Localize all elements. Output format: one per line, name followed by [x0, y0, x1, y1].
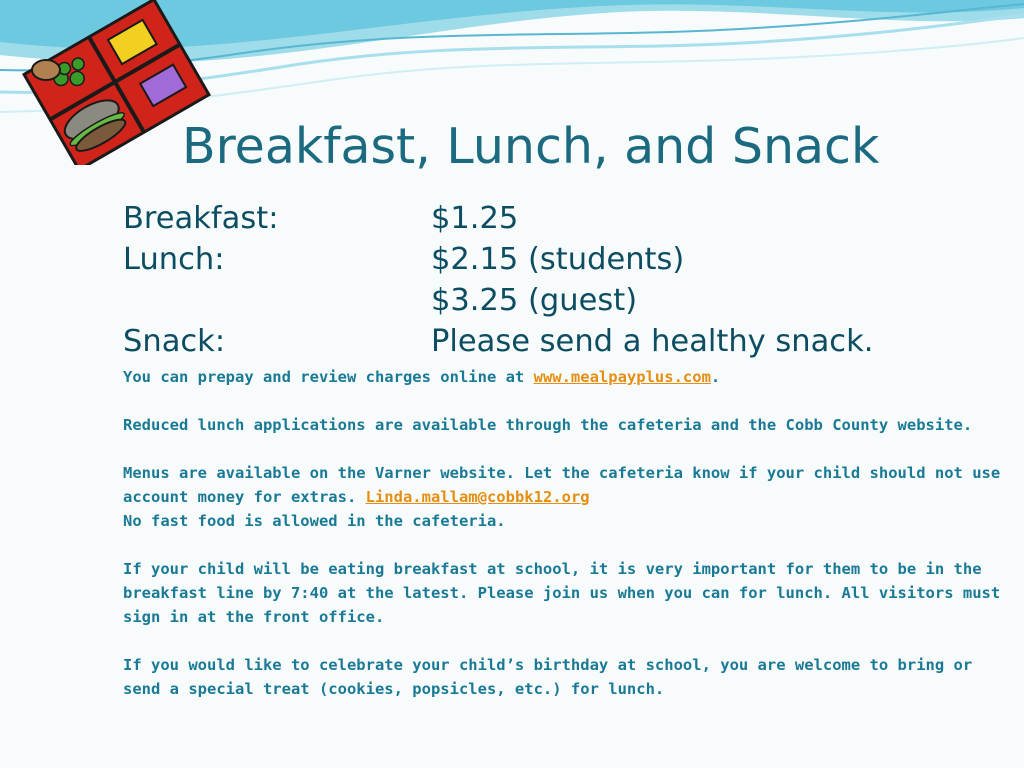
lunch-label: Lunch:: [123, 242, 225, 277]
menus-note: [123, 461, 1003, 509]
price-list: [123, 198, 993, 362]
no-fast-food-note: No fast food is allowed in the cafeteria.: [123, 512, 506, 530]
price-row-lunch: [123, 239, 993, 280]
notes-section: [123, 365, 1003, 725]
breakfast-price: $1.25: [431, 201, 519, 236]
price-row-breakfast: [123, 198, 993, 239]
breakfast-label: Breakfast:: [123, 201, 279, 236]
breakfast-time-note: If your child will be eating breakfast at school, it is very important for them to be in the breakfast line by 7:40 at the latest. Please join us when you can for lunch. All visitors must sign in at the front office.: [123, 560, 1001, 626]
prepay-note: [123, 365, 1003, 389]
price-row-lunch-guest: [123, 280, 993, 321]
birthday-note: If you would like to celebrate your child’s birthday at school, you are welcome to bring or send a special treat (cookies, popsicles, etc.) for lunch.: [123, 656, 973, 698]
page-title: Breakfast, Lunch, and Snack: [182, 118, 880, 175]
snack-note: Please send a healthy snack.: [431, 324, 874, 359]
price-row-snack: [123, 321, 993, 362]
prepay-end: .: [710, 368, 721, 386]
cafeteria-email-link[interactable]: Linda.mallam@cobbk12.org: [365, 488, 590, 506]
reduced-lunch-note: Reduced lunch applications are available through the cafeteria and the Cobb County website.: [123, 416, 973, 434]
snack-label: Snack:: [123, 324, 226, 359]
lunch-student-price: $2.15 (students): [431, 242, 685, 277]
menus-text: Menus are available on the Varner website. Let the cafeteria know if your child should not use account money for extras.: [123, 464, 1001, 506]
mealpayplus-link[interactable]: www.mealpayplus.com: [533, 368, 711, 386]
prepay-text: You can prepay and review charges online at: [123, 368, 534, 386]
lunch-guest-price: $3.25 (guest): [431, 283, 638, 318]
